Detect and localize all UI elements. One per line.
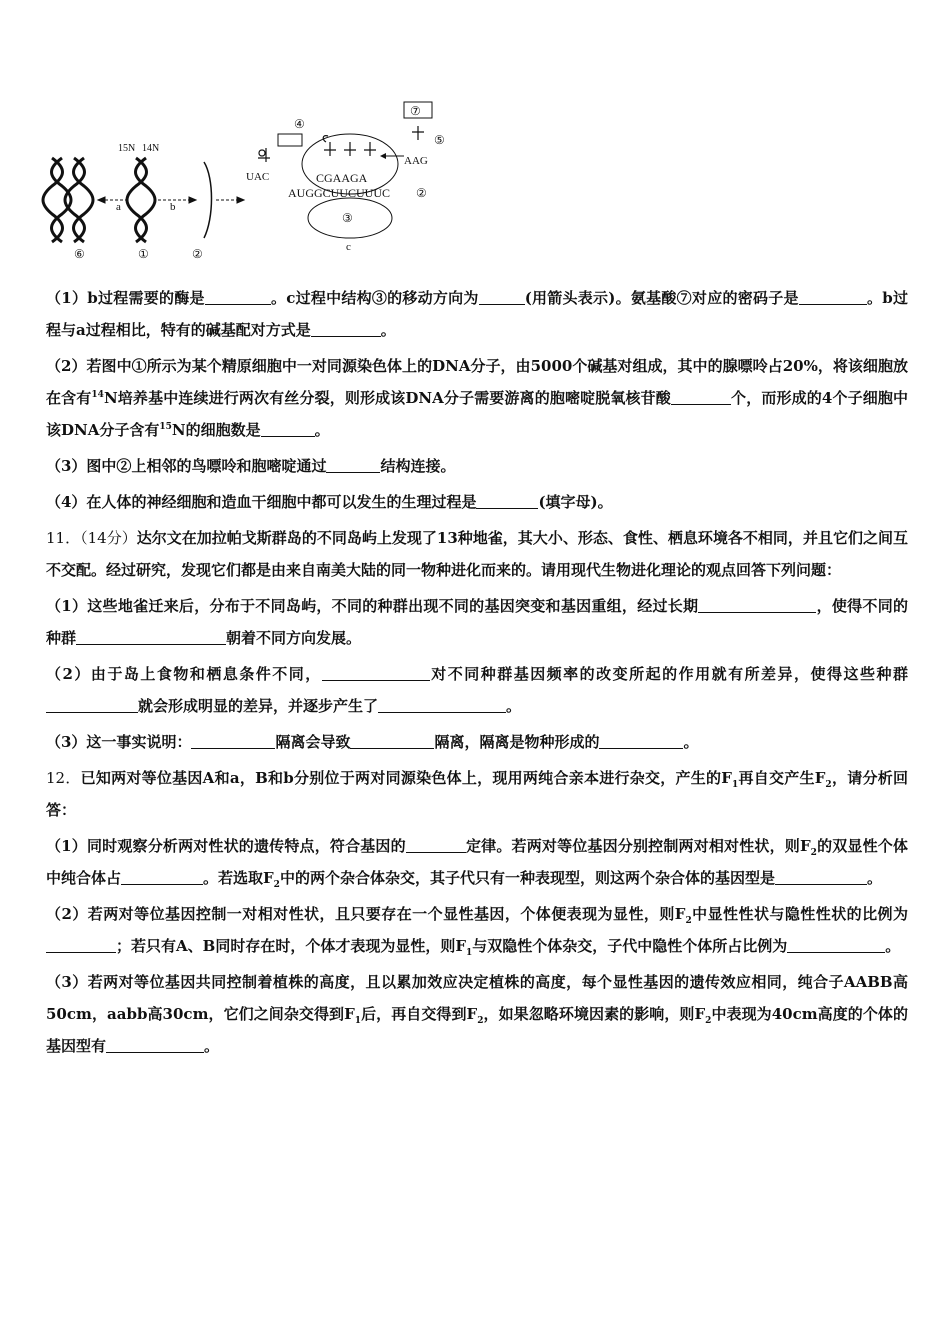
label-5: ⑤ (434, 133, 445, 147)
q12-part2: （2）若两对等位基因控制一对相对性状，且只要存在一个显性基因，个体便表现为显性，则$F_2$中显性性状与隐性性状的比例为；若只有A、B同时存在时，个体才表现为显性，则$F_1$与双隐性个体杂交，子代中隐性个体所占比例为 。 (46, 905, 908, 958)
label-cgaaga: CGAAGA (316, 171, 368, 185)
amino-acid-box-4 (278, 134, 302, 146)
label-b: b (170, 201, 176, 213)
answer-blank[interactable] (671, 388, 705, 405)
label-2-right: ② (416, 186, 427, 200)
answer-blank[interactable] (121, 868, 203, 885)
label-7: ⑦ (410, 104, 421, 118)
label-15n: 15N (118, 143, 136, 154)
q12-part1: （1）同时观察分析两对性状的遗传特点，符合基因的 定律。若两对等位基因分别控制两对相对性状，则$F_2$的双显性个体中纯合体占 。若选取$F_2$中的两个杂合体杂交，其子代只有一种表现型，则这两个杂合体的基因型是 。 (46, 837, 908, 890)
answer-blank[interactable] (775, 868, 867, 885)
q10-part4: （4）在人体的神经细胞和造血干细胞中都可以发生的生理过程是 (填字母)。 (46, 493, 613, 511)
q10-part1: （1）b过程需要的酶是 。c过程中结构③的移动方向为 (用箭头表示)。氨基酸⑦对应的密码子是 。b过程与a过程相比，特有的碱基配对方式是 。 (46, 289, 908, 339)
answer-blank[interactable] (311, 320, 381, 337)
mrna-strand-2 (204, 162, 212, 238)
answer-blank[interactable] (191, 732, 275, 749)
answer-blank[interactable] (476, 492, 538, 509)
answer-blank[interactable] (46, 696, 138, 713)
answer-blank[interactable] (705, 388, 731, 405)
label-3: ③ (342, 211, 353, 225)
label-mrna-seq: AUGGCUUCUUUC (288, 186, 391, 200)
label-aag: AAG (404, 155, 428, 167)
label-4: ④ (294, 117, 305, 131)
q10-part3: （3）图中②上相邻的鸟嘌呤和胞嘧啶通过 结构连接。 (46, 457, 456, 475)
label-14n: 14N (142, 143, 160, 154)
label-1: ① (138, 247, 149, 261)
label-a: a (116, 201, 121, 213)
q11-part3: （3）这一事实说明： 隔离会导致 隔离，隔离是物种形成的 。 (46, 733, 699, 751)
arrow-a (98, 197, 130, 203)
answer-blank[interactable] (76, 628, 226, 645)
answer-blank[interactable] (787, 936, 885, 953)
trna-molecules (258, 126, 424, 162)
q12-intro: 12．已知两对等位基因A和a，B和b分别位于两对同源染色体上，现用两纯合亲本进行杂交，产生的$F_1$再自交产生$F_2$，请分析回答： (46, 769, 908, 819)
label-uac: UAC (246, 171, 270, 183)
answer-blank[interactable] (799, 288, 859, 305)
trna-arrowhead (380, 153, 386, 159)
dna-transcription-translation-diagram (40, 98, 460, 268)
arrow-b (158, 197, 196, 203)
answer-blank[interactable] (326, 456, 380, 473)
answer-blank[interactable] (406, 836, 466, 853)
label-6: ⑥ (74, 247, 85, 261)
dna-helix-6 (43, 158, 93, 242)
answer-blank[interactable] (698, 596, 816, 613)
answer-blank[interactable] (322, 664, 430, 681)
answer-blank[interactable] (479, 288, 525, 305)
answer-blank[interactable] (205, 288, 271, 305)
q11-part1: （1）这些地雀迁来后，分布于不同岛屿，不同的种群出现不同的基因突变和基因重组，经过长期 ，使得不同的种群 朝着不同方向发展。 (46, 597, 908, 647)
answer-blank[interactable] (378, 696, 506, 713)
answer-blank[interactable] (106, 1036, 204, 1053)
q11-intro: 11．（14分）达尔文在加拉帕戈斯群岛的不同岛屿上发现了13种地雀，其大小、形态、食性、栖息环境各不相同，并且它们之间互不交配。经过研究，发现它们都是由来自南美大陆的同一物种进化而来的。请用现代生物进化理论的观点回答下列问题： (46, 529, 908, 579)
answer-blank[interactable] (350, 732, 434, 749)
q10-part2: （2）若图中①所示为某个精原细胞中一对同源染色体上的DNA分子，由5000个碱基对组成，其中的腺嘌呤占20%，将该细胞放在含有$^{14}$N培养基中连续进行两次有丝分裂，则形成该DNA分子需要游离的胞嘧啶脱氧核苷酸 个，而形成的4个子细胞中该DNA分子含有$^{15}$N的细胞数是 。 (46, 357, 908, 439)
label-2-left: ② (192, 247, 203, 261)
arrow-c (216, 197, 244, 203)
question-content (46, 282, 908, 1066)
answer-blank[interactable] (599, 732, 683, 749)
answer-blank[interactable] (261, 420, 315, 437)
answer-blank[interactable] (859, 288, 867, 305)
answer-blank[interactable] (46, 936, 116, 953)
q11-part2: （2）由于岛上食物和栖息条件不同， 对不同种群基因频率的改变所起的作用就有所差异，使得这些种群就会形成明显的差异，并逐步产生了 。 (46, 665, 908, 715)
dna-helix-1 (127, 158, 155, 242)
q12-part3: （3）若两对等位基因共同控制着植株的高度，且以累加效应决定植株的高度，每个显性基因的遗传效应相同，纯合子AABB高50cm，aabb高30cm，它们之间杂交得到$F_1$后，再自交得到$F_2$，如果忽略环境因素的影响，则$F_2$中表现为40cm高度的个体的基因型有 。 (46, 973, 908, 1055)
label-c: c (346, 241, 351, 253)
